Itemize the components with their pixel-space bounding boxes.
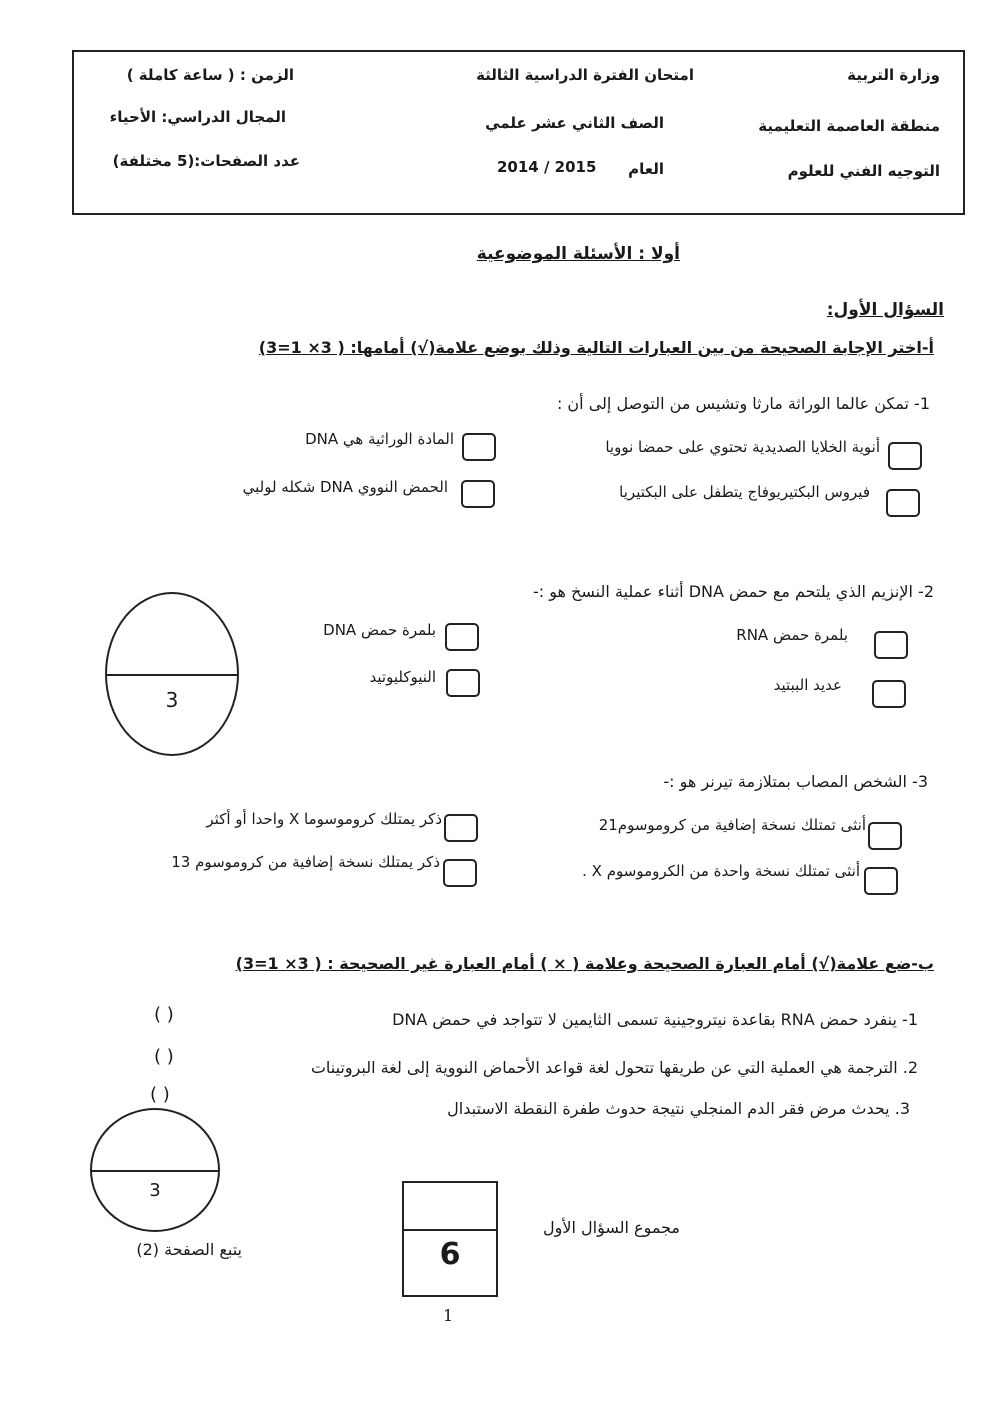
section-title: أولا : الأسئلة الموضوعية bbox=[476, 244, 680, 264]
answer-checkbox[interactable] bbox=[874, 631, 908, 659]
statement-1: 1- ينفرد حمض RNA بقاعدة نيتروجينية تسمى الثايمين لا تتواجد في حمض DNA bbox=[392, 1010, 918, 1029]
year-label: العام bbox=[628, 160, 664, 178]
exam-time: الزمن : ( ساعة كاملة ) bbox=[126, 66, 294, 84]
option-text: الحمض النووي DNA شكله لولبي bbox=[242, 478, 448, 496]
item-1-stem: 1- تمكن عالما الوراثة مارثا وتشيس من التوصل إلى أن : bbox=[556, 394, 930, 413]
pages-count: عدد الصفحات:(5 مختلفة) bbox=[112, 152, 300, 170]
answer-checkbox[interactable] bbox=[886, 489, 920, 517]
option-text: بلمرة حمض RNA bbox=[736, 626, 848, 644]
total-label: مجموع السؤال الأول bbox=[543, 1218, 680, 1237]
grade-label: الصف الثاني عشر علمي bbox=[485, 114, 664, 132]
option-text: ذكر يمتلك نسخة إضافية من كروموسوم 13 bbox=[171, 853, 440, 871]
option-text: أنوية الخلايا الصديدية تحتوي على حمضا نوويا bbox=[605, 438, 880, 456]
answer-checkbox[interactable] bbox=[446, 669, 480, 697]
answer-checkbox[interactable] bbox=[461, 480, 495, 508]
part-a-instruction: أ-اختر الإجابة الصحيحة من بين العبارات التالية وذلك بوضع علامة(√) أمامها: ( 3× 1=3) bbox=[258, 338, 934, 357]
question-one-title: السؤال الأول: bbox=[826, 300, 944, 320]
answer-parentheses[interactable]: ( ) bbox=[154, 1004, 174, 1025]
answer-checkbox[interactable] bbox=[444, 814, 478, 842]
item-2-stem: 2- الإنزيم الذي يلتحم مع حمض DNA أثناء عملية النسخ هو :- bbox=[533, 582, 934, 601]
subject-label: المجال الدراسي: الأحياء bbox=[109, 108, 286, 126]
answer-parentheses[interactable]: ( ) bbox=[154, 1046, 174, 1067]
score-value: 3 bbox=[165, 688, 179, 712]
option-text: أنثى تمتلك نسخة إضافية من كروموسوم21 bbox=[598, 816, 866, 834]
answer-checkbox[interactable] bbox=[888, 442, 922, 470]
statement-2: 2. الترجمة هي العملية التي عن طريقها تتحول لغة قواعد الأحماض النووية إلى لغة البروتينات bbox=[310, 1058, 918, 1077]
region-name: منطقة العاصمة التعليمية bbox=[758, 117, 940, 135]
continue-note: يتبع الصفحة (2) bbox=[136, 1240, 242, 1259]
item-3-stem: 3- الشخص المصاب بمتلازمة تيرنر هو :- bbox=[663, 772, 928, 791]
part-b-instruction: ب-ضع علامة(√) أمام العبارة الصحيحة وعلامة ( × ) أمام العبارة غير الصحيحة : ( 3× 1=3) bbox=[235, 954, 934, 973]
score-circle-part-a bbox=[105, 592, 239, 756]
page-number: 1 bbox=[443, 1306, 454, 1325]
option-text: المادة الوراثية هي DNA bbox=[305, 430, 454, 448]
answer-checkbox[interactable] bbox=[864, 867, 898, 895]
supervision-name: التوجيه الفني للعلوم bbox=[787, 162, 940, 180]
question-one-total-box bbox=[402, 1181, 498, 1297]
score-value: 3 bbox=[149, 1180, 161, 1201]
option-text: ذكر يمتلك كروموسوما X واحدا أو أكثر bbox=[206, 810, 442, 828]
answer-checkbox[interactable] bbox=[443, 859, 477, 887]
answer-checkbox[interactable] bbox=[445, 623, 479, 651]
year-value: 2014 / 2015 bbox=[497, 158, 597, 176]
option-text: بلمرة حمض DNA bbox=[323, 621, 436, 639]
answer-checkbox[interactable] bbox=[868, 822, 902, 850]
answer-checkbox[interactable] bbox=[462, 433, 496, 461]
answer-parentheses[interactable]: ( ) bbox=[150, 1084, 170, 1105]
answer-checkbox[interactable] bbox=[872, 680, 906, 708]
total-score: 6 bbox=[439, 1237, 461, 1272]
statement-3: 3. يحدث مرض فقر الدم المنجلي نتيجة حدوث طفرة النقطة الاستبدال bbox=[447, 1099, 910, 1118]
option-text: فيروس البكتيريوفاج يتطفل على البكتيريا bbox=[619, 483, 870, 501]
option-text: النيوكليوتيد bbox=[369, 668, 436, 686]
option-text: أنثى تمتلك نسخة واحدة من الكروموسوم X . bbox=[582, 862, 860, 880]
option-text: عديد الببتيد bbox=[773, 676, 842, 694]
exam-title: امتحان الفترة الدراسية الثالثة bbox=[476, 66, 694, 84]
ministry-name: وزارة التربية bbox=[847, 66, 940, 84]
score-circle-part-b bbox=[90, 1108, 220, 1232]
